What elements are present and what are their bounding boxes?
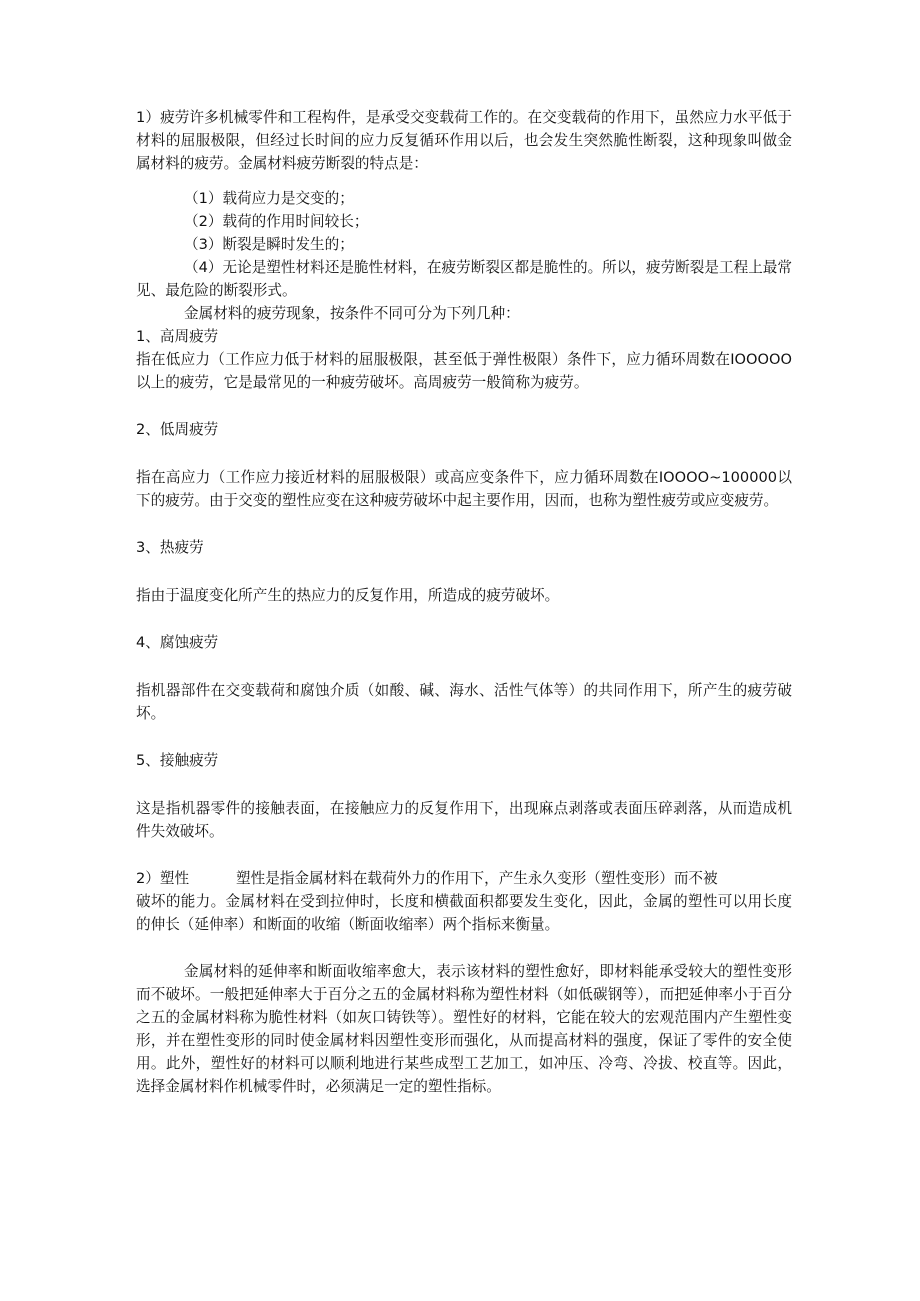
fatigue-type-heading-3: 3、热疲劳 — [136, 539, 204, 556]
spacer — [136, 512, 792, 536]
spacer — [136, 441, 792, 466]
intro-paragraph: 1）疲劳许多机械零件和工程构件，是承受交变载荷工作的。在交变载荷的作用下，虽然应力水平低于材料的屈服极限，但经过长时间的应力反复循环作用以后，也会发生突然脆性断裂，这种现象叫做金属材料的疲劳。金属材料疲劳断裂的特点是： — [136, 109, 792, 172]
plasticity-lead: 塑性是指金属材料在载荷外力的作用下，产生永久变形（塑性变形）而不被 — [236, 870, 718, 887]
fatigue-type-heading-5: 5、接触疲劳 — [136, 752, 219, 769]
spacer — [136, 559, 792, 584]
fatigue-type-body-5: 这是指机器零件的接触表面，在接触应力的反复作用下，出现麻点剥落或表面压碎剥落，从而造成机件失效破坏。 — [136, 800, 792, 840]
plasticity-label: 2）塑性 — [136, 870, 190, 887]
feature-item-3: （3）断裂是瞬时发生的； — [184, 236, 354, 253]
fatigue-type-heading-1: 1、高周疲劳 — [136, 328, 219, 345]
fatigue-type-body-2: 指在高应力（工作应力接近材料的屈服极限）或高应变条件下，应力循环周数在IOOOO~100000以下的疲劳。由于交变的塑性应变在这种疲劳破坏中起主要作用，因而，也称为塑性疲劳或应变疲劳。 — [136, 469, 792, 509]
spacer — [136, 772, 792, 797]
plasticity-paragraph-2: 金属材料的延伸率和断面收缩率愈大，表示该材料的塑性愈好，即材料能承受较大的塑性变形而不破坏。一般把延伸率大于百分之五的金属材料称为塑性材料（如低碳钢等），而把延伸率小于百分之五的金属材料称为脆性材料（如灰口铸铁等）。塑性好的材料，它能在较大的宏观范围内产生塑性变形，并在塑性变形的同时使金属材料因塑性变形而强化，从而提高材料的强度，保证了零件的安全使用。此外，塑性好的材料可以顺利地进行某些成型工艺加工，如冲压、冷弯、冷拔、校直等。因此，选择金属材料作机械零件时，必须满足一定的塑性指标。 — [136, 963, 792, 1095]
feature-item-1: （1）载荷应力是交变的； — [184, 190, 354, 207]
spacer — [136, 843, 792, 867]
fatigue-type-heading-4: 4、腐蚀疲劳 — [136, 634, 219, 651]
feature-item-4: （4）无论是塑性材料还是脆性材料，在疲劳断裂区都是脆性的。所以，疲劳断裂是工程上最常见、最危险的断裂形式。 — [136, 259, 792, 299]
fatigue-type-body-1: 指在低应力（工作应力低于材料的屈服极限，甚至低于弹性极限）条件下，应力循环周数在IOOOOO以上的疲劳，它是最常见的一种疲劳破坏。高周疲劳一般简称为疲劳。 — [136, 351, 792, 391]
spacer — [136, 936, 792, 960]
spacer — [136, 725, 792, 749]
fatigue-type-body-4: 指机器部件在交变载荷和腐蚀介质（如酸、碱、海水、活性气体等）的共同作用下，所产生的疲劳破坏。 — [136, 682, 792, 722]
plasticity-lead-line — [136, 867, 792, 890]
spacer — [136, 394, 792, 418]
feature-item-2: （2）载荷的作用时间较长； — [184, 213, 369, 230]
spacer — [136, 607, 792, 631]
document-page — [136, 106, 792, 1098]
spacer — [136, 654, 792, 679]
fatigue-type-body-3: 指由于温度变化所产生的热应力的反复作用，所造成的疲劳破坏。 — [136, 587, 560, 604]
fatigue-type-heading-2: 2、低周疲劳 — [136, 421, 219, 438]
spacer — [136, 175, 792, 187]
classification-intro: 金属材料的疲劳现象，按条件不同可分为下列几种： — [184, 305, 520, 322]
plasticity-rest: 破坏的能力。金属材料在受到拉伸时，长度和横截面积都要发生变化，因此，金属的塑性可以用长度的伸长（延伸率）和断面的收缩（断面收缩率）两个指标来衡量。 — [136, 893, 792, 933]
